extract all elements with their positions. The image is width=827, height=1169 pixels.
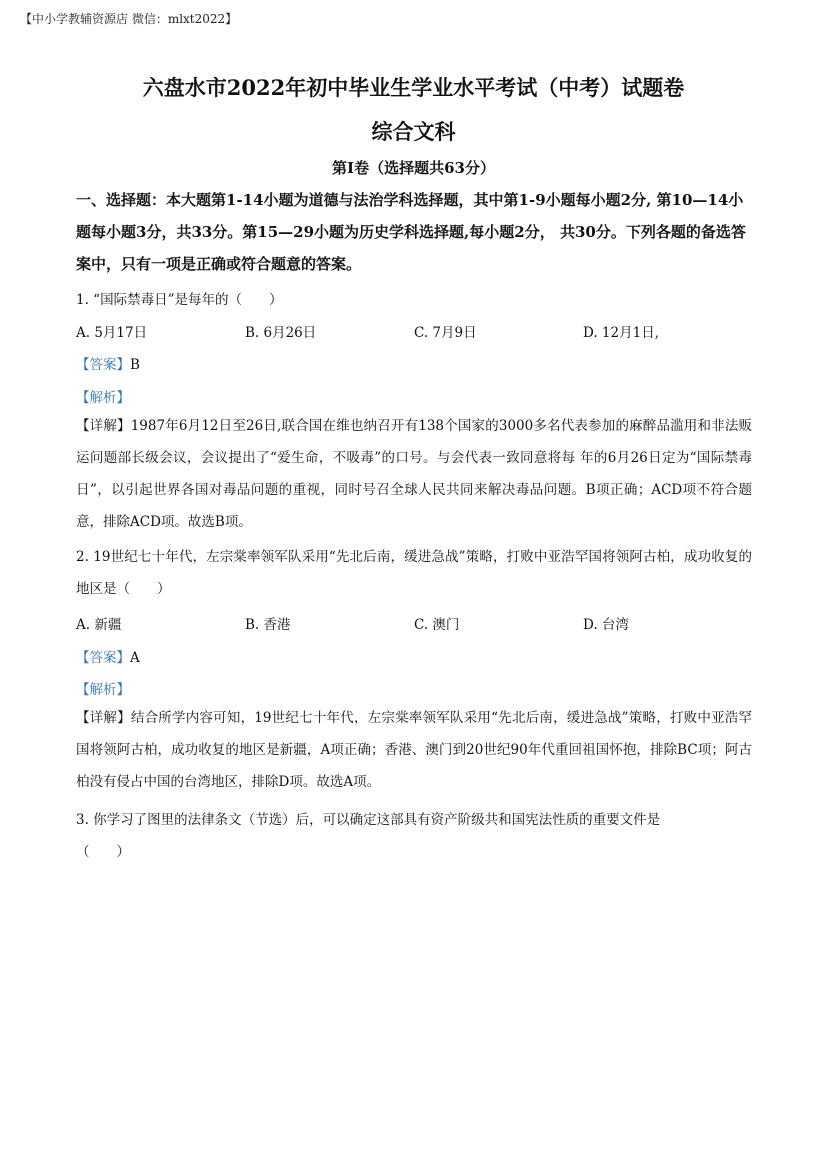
exam-subtitle: 综合文科 (371, 119, 456, 144)
question-2-option-a: A. 新疆 (76, 617, 122, 633)
question-2-option-c: C. 澳门 (414, 617, 460, 633)
exam-title: 六盘水市2022年初中毕业生学业水平考试（中考）试题卷 (142, 75, 685, 100)
question-1-answer (76, 353, 140, 373)
volume-heading: 第I卷（选择题共63分） (332, 159, 495, 177)
answer-value: B (130, 357, 140, 373)
question-1-option-d: D. 12月1日, (583, 325, 659, 341)
question-2-analysis-label: 【解析】 (76, 682, 130, 698)
question-2-stem: 2. 19世纪七十年代，左宗棠率领军队采用“先北后南，缓进急战”策略，打败中亚浩罕国将领阿古柏，成功收复的地区是（ ） (76, 549, 752, 597)
question-2-option-d: D. 台湾 (583, 617, 629, 633)
question-3-bracket: （ ） (76, 844, 130, 860)
question-1-option-c: C. 7月9日 (414, 325, 477, 341)
answer-label: 【答案】 (76, 357, 130, 373)
question-1-stem: 1. “国际禁毒日”是每年的（ ） (76, 292, 283, 308)
answer-value: A (130, 650, 140, 666)
question-2-answer (76, 646, 140, 666)
question-3-stem: 3. 你学习了图里的法律条文（节选）后，可以确定这部具有资产阶级共和国宪法性质的重要文件是 (76, 812, 661, 828)
question-2-option-b: B. 香港 (245, 617, 291, 633)
section-instructions: 一、选择题：本大题第1-14小题为道德与法治学科选择题，其中第1-9小题每小题2分, 第10—14小题每小题3分，共33分。第15—29小题为历史学科选择题,每小题2分， 共30分。下列各题的备选答案中，只有一项是正确或符合题意的答案。 (76, 191, 746, 273)
question-1-option-a: A. 5月17日 (76, 325, 148, 341)
question-2-detail: 【详解】结合所学内容可知，19世纪七十年代，左宗棠率领军队采用“先北后南，缓进急战”策略，打败中亚浩罕国将领阿古柏，成功收复的地区是新疆，A项正确；香港、澳门到20世纪90年代重回祖国怀抱，排除BC项；阿古柏没有侵占中国的台湾地区，排除D项。故选A项。 (76, 710, 752, 790)
question-1-option-b: B. 6月26日 (245, 325, 317, 341)
header-note: 【中小学教辅资源店 微信：mlxt2022】 (20, 12, 238, 26)
answer-label: 【答案】 (76, 650, 130, 666)
question-1-detail: 【详解】1987年6月12日至26日,联合国在维也纳召开有138个国家的3000多名代表参加的麻醉品滥用和非法贩运问题部长级会议，会议提出了“爱生命，不吸毒”的口号。与会代表一致同意将每 年的6月26日定为“国际禁毒日”，以引起世界各国对毒品问题的重视，同时号召全球人民共同来解决毒品问题。B项正确；ACD项不符合题意，排除ACD项。故选B项。 (76, 418, 752, 530)
question-1-analysis-label: 【解析】 (76, 390, 130, 406)
